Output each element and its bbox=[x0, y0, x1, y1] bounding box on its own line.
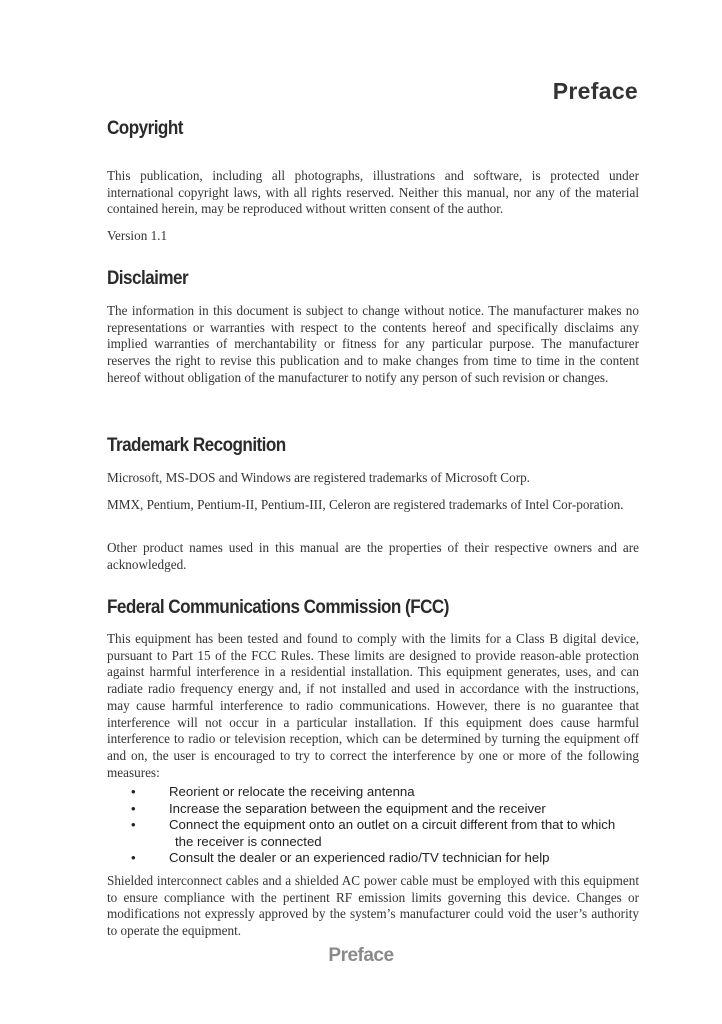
version-text: Version 1.1 bbox=[107, 228, 168, 243]
trademark-paragraph-intel: MMX, Pentium, Pentium-II, Pentium-III, Celeron are registered trademarks of Intel Cor-poration. bbox=[107, 497, 624, 512]
bullet-icon: • bbox=[131, 784, 136, 799]
list-item bbox=[107, 817, 667, 850]
copyright-paragraph: This publication, including all photographs, illustrations and software, is protected under international copyright laws, with all rights reserved. Neither this manual, nor any of the material contained herein, may be reproduced without written consent of the author. bbox=[107, 168, 639, 217]
list-item-text: Connect the equipment onto an outlet on a circuit different from that to which bbox=[169, 817, 616, 833]
list-item-continuation: the receiver is connected bbox=[175, 833, 322, 849]
bullet-icon: • bbox=[131, 850, 136, 866]
bullet-icon: • bbox=[131, 800, 136, 816]
copyright-heading: Copyright bbox=[107, 118, 183, 139]
fcc-intro-paragraph: This equipment has been tested and found to comply with the limits for a Class B digital device, pursuant to Part 15 of the FCC Rules. These limits are designed to provide reason-able protection against harmful interference in a residential installation. This equipment generates, uses, and can radiate radio frequency energy and, if not installed and used in accordance with the instructions, may cause harmful interference to radio communications. However, there is no guarantee that interference will not occur in a particular installation. If this equipment does cause harmful interference to radio or television reception, which can be determined by turning the equipment off and on, the user is encouraged to try to correct the interference by one or more of the following measures: bbox=[107, 631, 639, 780]
bullet-icon: • bbox=[131, 817, 136, 833]
list-item bbox=[107, 850, 667, 867]
trademark-paragraph-microsoft: Microsoft, MS-DOS and Windows are registered trademarks of Microsoft Corp. bbox=[107, 470, 530, 485]
disclaimer-paragraph: The information in this document is subject to change without notice. The manufacturer makes no representations or warranties with respect to the contents hereof and specifically disclaims any implied warranties of merchantability or fitness for any particular purpose. The manufacturer reserves the right to revise this publication and to make changes from time to time in the content hereof without obligation of the manufacturer to notify any person of such revision or changes. bbox=[107, 303, 639, 385]
list-item-text: Consult the dealer or an experienced radio/TV technician for help bbox=[169, 850, 550, 866]
page-footer-label: Preface bbox=[328, 945, 394, 966]
fcc-measures-list bbox=[107, 784, 667, 867]
disclaimer-heading: Disclaimer bbox=[107, 268, 189, 289]
trademark-heading: Trademark Recognition bbox=[107, 435, 286, 456]
fcc-heading: Federal Communications Commission (FCC) bbox=[107, 597, 449, 618]
page-header-title: Preface bbox=[552, 78, 638, 104]
trademark-paragraph-others: Other product names used in this manual are the properties of their respective owners and are acknowledged. bbox=[107, 540, 639, 572]
list-item bbox=[107, 801, 667, 818]
list-item-text: Increase the separation between the equipment and the receiver bbox=[169, 800, 546, 816]
list-item-text: Reorient or relocate the receiving antenna bbox=[169, 784, 415, 799]
list-item bbox=[107, 784, 667, 801]
fcc-closing-paragraph: Shielded interconnect cables and a shielded AC power cable must be employed with this equipment to ensure compliance with the pertinent RF emission limits governing this device. Changes or modifications not expressly approved by the system’s manufacturer could void the user’s authority to operate the equipment. bbox=[107, 873, 639, 939]
